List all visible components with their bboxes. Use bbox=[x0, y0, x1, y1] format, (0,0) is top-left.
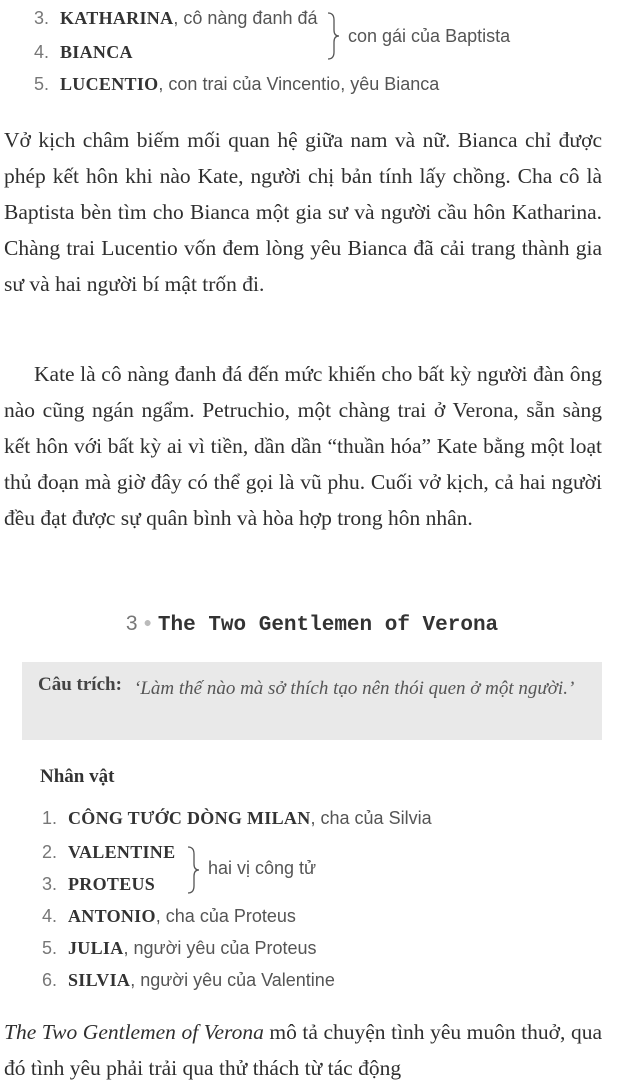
bullet-icon: ● bbox=[143, 616, 152, 633]
cast-name: LUCENTIO bbox=[60, 74, 159, 94]
character-name: JULIA bbox=[68, 938, 124, 958]
cast-description: , cô nàng đanh đá bbox=[173, 8, 318, 28]
character-item bbox=[42, 874, 155, 895]
cast-number: 4. bbox=[34, 42, 50, 62]
brace-note: hai vị công tử bbox=[208, 858, 317, 878]
characters-heading: Nhân vật bbox=[40, 766, 115, 787]
right-brace-icon bbox=[326, 12, 340, 60]
character-description: , người yêu của Proteus bbox=[123, 938, 317, 958]
play-title: The Two Gentlemen of Verona bbox=[4, 1020, 264, 1044]
quote-text: ‘Làm thế nào mà sở thích tạo nên thói quen ở một người.’ bbox=[134, 678, 575, 699]
cast-item bbox=[34, 74, 439, 95]
quote-label: Câu trích: bbox=[38, 674, 122, 695]
body-paragraph: Kate là cô nàng đanh đá đến mức khiến cho bất kỳ người đàn ông nào cũng ngán ngẩm. Petruchio, một chàng trai ở Verona, sẵn sàng kết hôn với bất kỳ ai vì tiền, dần dần “thuần hóa” Kate bằng một loạt thủ đoạn mà giờ đây có thể gọi là vũ phu. Cuối vở kịch, cả hai người đều đạt được sự quân bình và hòa hợp trong hôn nhân. bbox=[4, 362, 602, 530]
character-number: 2. bbox=[42, 842, 58, 862]
character-number: 6. bbox=[42, 970, 58, 990]
character-name: VALENTINE bbox=[68, 842, 176, 862]
character-number: 5. bbox=[42, 938, 58, 958]
cast-number: 5. bbox=[34, 74, 50, 94]
character-name: PROTEUS bbox=[68, 874, 156, 894]
cast-number: 3. bbox=[34, 8, 50, 28]
character-name: ANTONIO bbox=[68, 906, 156, 926]
character-description: , cha của Silvia bbox=[310, 808, 432, 828]
right-brace-icon bbox=[186, 846, 200, 894]
character-description: , người yêu của Valentine bbox=[130, 970, 335, 990]
section-number: 3 bbox=[125, 612, 138, 635]
brace-note: con gái của Baptista bbox=[348, 26, 511, 46]
character-description: , cha của Proteus bbox=[155, 906, 296, 926]
body-paragraph bbox=[4, 1014, 602, 1086]
section-title: The Two Gentlemen of Verona bbox=[157, 614, 499, 637]
character-number: 3. bbox=[42, 874, 58, 894]
character-number: 1. bbox=[42, 808, 58, 828]
character-item bbox=[42, 808, 432, 829]
character-name: SILVIA bbox=[68, 970, 131, 990]
character-item bbox=[42, 970, 335, 991]
cast-item bbox=[34, 42, 133, 63]
character-item bbox=[42, 938, 316, 959]
quote-box bbox=[22, 662, 602, 740]
cast-name: BIANCA bbox=[60, 42, 133, 62]
body-paragraph: Vở kịch châm biếm mối quan hệ giữa nam và nữ. Bianca chỉ được phép kết hôn khi nào Kate, người chị bản tính lấy chồng. Cha cô là Baptista bèn tìm cho Bianca một gia sư và người cầu hôn Katharina. Chàng trai Lucentio vốn đem lòng yêu Bianca đã cải trang thành gia sư và hai người bí mật trốn đi. bbox=[4, 128, 602, 296]
cast-item bbox=[34, 8, 318, 29]
character-number: 4. bbox=[42, 906, 58, 926]
character-name: CÔNG TƯỚC DÒNG MILAN bbox=[68, 808, 311, 828]
section-heading bbox=[0, 612, 624, 637]
cast-description: , con trai của Vincentio, yêu Bianca bbox=[158, 74, 440, 94]
paragraph-text: mô tả chuyện tình yêu muôn thuở, qua đó tình yêu phải trải qua thử thách từ tác động bbox=[4, 1020, 602, 1080]
cast-name: KATHARINA bbox=[60, 8, 174, 28]
character-item bbox=[42, 906, 296, 927]
character-item bbox=[42, 842, 175, 863]
